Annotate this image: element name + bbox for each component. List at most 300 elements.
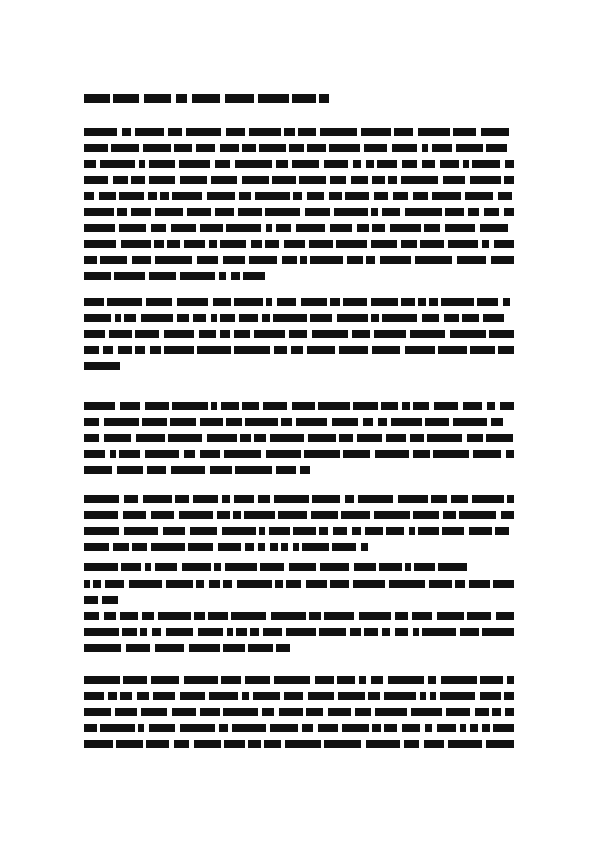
text-word	[469, 580, 490, 588]
text-word	[505, 160, 514, 168]
text-line	[84, 466, 514, 474]
text-word	[138, 724, 144, 732]
text-word	[456, 144, 483, 152]
text-word	[330, 176, 346, 184]
text-word	[506, 450, 514, 458]
text-word	[507, 495, 514, 503]
text-word	[235, 466, 272, 474]
text-word	[223, 708, 258, 716]
text-word	[279, 708, 303, 716]
text-line	[84, 527, 514, 535]
text-word	[248, 644, 273, 652]
text-word	[462, 314, 479, 322]
text-word	[412, 612, 432, 620]
text-word	[293, 192, 302, 200]
text-word	[355, 708, 371, 716]
text-word	[292, 160, 319, 168]
text-word	[155, 208, 183, 216]
text-word	[371, 314, 379, 322]
text-word	[302, 724, 313, 732]
text-word	[249, 256, 277, 264]
text-word	[307, 144, 326, 152]
text-word	[146, 740, 169, 748]
text-line	[84, 580, 514, 588]
text-line	[84, 346, 514, 354]
text-word	[193, 314, 206, 322]
text-word	[129, 580, 162, 588]
text-word	[425, 724, 432, 732]
text-word	[119, 224, 146, 232]
text-word	[249, 128, 281, 136]
text-word	[453, 128, 476, 136]
text-word	[310, 256, 343, 264]
text-word	[180, 272, 215, 280]
text-line	[84, 330, 514, 338]
text-word	[84, 298, 104, 306]
text-word	[442, 527, 464, 535]
text-word	[184, 240, 205, 248]
text-word	[84, 450, 105, 458]
text-word	[248, 740, 261, 748]
text-word	[198, 628, 223, 636]
text-word	[84, 256, 97, 264]
text-word	[484, 208, 499, 216]
text-word	[199, 330, 216, 338]
text-word	[330, 298, 340, 306]
text-word	[289, 144, 304, 152]
paragraph-1	[84, 128, 514, 288]
text-word	[428, 676, 436, 684]
text-word	[180, 692, 205, 700]
text-word	[374, 330, 406, 338]
text-word	[131, 176, 145, 184]
text-word	[266, 224, 272, 232]
text-line	[84, 160, 514, 168]
text-word	[144, 94, 171, 103]
text-word	[188, 543, 213, 551]
text-word	[179, 160, 210, 168]
text-word	[441, 298, 474, 306]
text-word	[190, 527, 217, 535]
text-word	[429, 580, 452, 588]
text-word	[482, 240, 489, 248]
text-line	[84, 434, 514, 442]
text-word	[84, 94, 110, 103]
text-word	[234, 330, 250, 338]
text-word	[270, 434, 304, 442]
text-word	[239, 314, 258, 322]
text-word	[174, 740, 189, 748]
text-word	[319, 94, 329, 103]
text-word	[354, 563, 376, 571]
text-line	[84, 543, 514, 551]
text-word	[200, 450, 220, 458]
text-word	[455, 580, 465, 588]
text-word	[468, 208, 479, 216]
text-word	[492, 708, 501, 716]
text-word	[245, 543, 254, 551]
text-word	[250, 628, 259, 636]
text-line	[84, 511, 514, 519]
text-word	[166, 628, 193, 636]
text-word	[253, 692, 280, 700]
text-word	[384, 724, 397, 732]
text-word	[440, 160, 459, 168]
text-word	[167, 240, 180, 248]
text-word	[405, 346, 435, 354]
text-word	[343, 298, 367, 306]
text-word	[232, 724, 266, 732]
text-word	[463, 160, 469, 168]
text-word	[404, 740, 419, 748]
text-word	[296, 224, 325, 232]
text-word	[270, 724, 298, 732]
text-line	[84, 495, 514, 503]
text-word	[117, 208, 127, 216]
text-word	[196, 580, 204, 588]
text-word	[155, 644, 184, 652]
text-word	[119, 450, 140, 458]
text-word	[332, 543, 356, 551]
text-word	[217, 511, 230, 519]
text-word	[336, 240, 367, 248]
text-word	[437, 724, 456, 732]
text-word	[93, 580, 101, 588]
text-word	[299, 176, 326, 184]
text-word	[306, 580, 327, 588]
text-word	[263, 628, 282, 636]
text-word	[425, 418, 449, 426]
text-word	[113, 543, 129, 551]
text-word	[174, 144, 192, 152]
text-word	[220, 240, 246, 248]
text-word	[402, 160, 417, 168]
text-word	[226, 224, 261, 232]
text-word	[211, 314, 217, 322]
text-word	[272, 176, 296, 184]
text-word	[219, 272, 226, 280]
text-word	[233, 511, 241, 519]
text-word	[274, 676, 310, 684]
text-word	[324, 160, 348, 168]
text-word	[84, 402, 115, 410]
text-word	[84, 740, 113, 748]
text-word	[465, 192, 493, 200]
text-line	[84, 362, 514, 370]
text-word	[118, 346, 132, 354]
text-word	[274, 346, 287, 354]
text-word	[444, 314, 459, 322]
text-word	[298, 128, 316, 136]
text-word	[382, 628, 390, 636]
text-word	[155, 563, 177, 571]
text-word	[238, 208, 262, 216]
text-word	[309, 240, 333, 248]
text-word	[242, 176, 269, 184]
text-word	[306, 708, 323, 716]
text-word	[197, 346, 231, 354]
text-line	[84, 176, 514, 184]
text-word	[149, 160, 175, 168]
text-word	[432, 144, 452, 152]
text-word	[384, 692, 416, 700]
text-word	[142, 612, 154, 620]
text-word	[84, 495, 119, 503]
text-word	[364, 628, 378, 636]
text-word	[363, 418, 373, 426]
text-word	[320, 563, 349, 571]
paragraph-6	[84, 580, 514, 612]
document-heading	[84, 94, 329, 104]
text-word	[470, 724, 478, 732]
text-word	[109, 330, 132, 338]
text-word	[171, 224, 196, 232]
text-word	[122, 628, 137, 636]
text-word	[278, 511, 307, 519]
text-word	[84, 176, 108, 184]
text-word	[84, 692, 104, 700]
text-line	[84, 708, 514, 716]
text-word	[422, 144, 428, 152]
text-word	[445, 208, 464, 216]
text-word	[301, 298, 327, 306]
text-word	[117, 466, 143, 474]
text-word	[330, 224, 352, 232]
text-word	[307, 346, 335, 354]
text-word	[215, 160, 230, 168]
text-word	[394, 128, 413, 136]
text-word	[137, 692, 149, 700]
text-word	[296, 418, 327, 426]
text-word	[413, 511, 439, 519]
text-word	[312, 330, 348, 338]
text-word	[262, 314, 270, 322]
text-word	[448, 740, 482, 748]
text-word	[501, 511, 514, 519]
text-word	[221, 676, 241, 684]
text-word	[329, 192, 342, 200]
text-word	[208, 612, 228, 620]
text-word	[473, 450, 501, 458]
paragraph-8	[84, 676, 514, 756]
text-word	[231, 612, 266, 620]
text-word	[113, 176, 128, 184]
text-word	[108, 692, 117, 700]
text-word	[480, 676, 503, 684]
text-word	[304, 450, 340, 458]
text-word	[482, 724, 490, 732]
text-word	[194, 612, 205, 620]
text-word	[443, 511, 456, 519]
text-word	[200, 224, 223, 232]
text-word	[153, 692, 175, 700]
text-word	[242, 402, 259, 410]
text-word	[293, 527, 316, 535]
text-word	[292, 94, 316, 103]
text-line	[84, 402, 514, 410]
text-word	[84, 362, 120, 370]
text-line	[84, 298, 514, 306]
text-word	[457, 256, 486, 264]
text-word	[381, 402, 398, 410]
text-word	[242, 144, 256, 152]
text-word	[207, 192, 235, 200]
text-word	[151, 511, 174, 519]
text-word	[332, 418, 358, 426]
text-word	[126, 644, 150, 652]
text-word	[319, 527, 328, 535]
text-line	[84, 224, 514, 232]
text-word	[328, 708, 351, 716]
text-word	[225, 563, 257, 571]
text-word	[357, 434, 382, 442]
text-word	[438, 346, 467, 354]
paragraph-3	[84, 402, 514, 482]
text-word	[305, 208, 330, 216]
text-word	[184, 676, 218, 684]
text-word	[234, 298, 263, 306]
text-word	[84, 418, 99, 426]
text-word	[361, 128, 391, 136]
text-word	[495, 527, 509, 535]
text-word	[424, 224, 440, 232]
text-word	[324, 612, 354, 620]
text-word	[105, 580, 124, 588]
text-word	[121, 563, 141, 571]
text-word	[254, 434, 266, 442]
text-word	[320, 128, 357, 136]
text-word	[139, 160, 145, 168]
text-word	[103, 346, 113, 354]
text-word	[405, 208, 442, 216]
text-word	[84, 240, 116, 248]
text-word	[168, 434, 202, 442]
text-word	[347, 256, 363, 264]
text-word	[244, 511, 275, 519]
text-word	[84, 724, 97, 732]
text-word	[441, 676, 477, 684]
text-word	[351, 176, 368, 184]
text-word	[486, 144, 507, 152]
text-word	[237, 580, 272, 588]
text-word	[276, 160, 288, 168]
text-word	[84, 527, 119, 535]
text-word	[329, 144, 360, 152]
text-line	[84, 208, 514, 216]
text-word	[163, 527, 185, 535]
text-word	[210, 466, 232, 474]
text-word	[493, 580, 514, 588]
text-word	[220, 330, 230, 338]
text-word	[445, 224, 475, 232]
text-word	[371, 240, 397, 248]
text-word	[308, 692, 334, 700]
text-word	[286, 628, 316, 636]
text-word	[175, 495, 189, 503]
text-word	[319, 628, 346, 636]
text-word	[275, 580, 283, 588]
text-word	[486, 740, 514, 748]
text-word	[84, 434, 99, 442]
text-line	[84, 596, 514, 604]
text-word	[341, 511, 370, 519]
text-word	[418, 128, 450, 136]
text-word	[424, 740, 444, 748]
text-word	[430, 692, 436, 700]
text-word	[395, 612, 408, 620]
text-word	[276, 224, 291, 232]
text-word	[503, 298, 510, 306]
text-word	[372, 724, 381, 732]
text-word	[486, 434, 513, 442]
text-word	[224, 450, 261, 458]
text-word	[194, 740, 221, 748]
text-word	[145, 450, 179, 458]
text-word	[285, 740, 321, 748]
text-word	[262, 708, 274, 716]
text-word	[269, 527, 290, 535]
text-word	[136, 434, 165, 442]
text-word	[84, 644, 121, 652]
text-word	[481, 128, 509, 136]
text-word	[141, 708, 167, 716]
text-word	[409, 527, 415, 535]
text-word	[149, 176, 175, 184]
text-word	[234, 346, 270, 354]
text-line	[84, 628, 514, 636]
text-word	[366, 740, 400, 748]
text-word	[254, 330, 285, 338]
text-word	[84, 543, 109, 551]
text-word	[292, 402, 315, 410]
paragraph-5	[84, 563, 514, 579]
text-word	[388, 676, 424, 684]
text-word	[266, 298, 272, 306]
text-word	[493, 724, 514, 732]
text-word	[271, 612, 306, 620]
text-word	[186, 128, 221, 136]
text-word	[149, 724, 175, 732]
text-word	[498, 346, 514, 354]
text-word	[140, 628, 147, 636]
text-word	[110, 450, 116, 458]
text-word	[123, 511, 146, 519]
text-word	[226, 128, 245, 136]
text-word	[223, 580, 232, 588]
text-word	[260, 563, 284, 571]
text-word	[427, 434, 462, 442]
text-word	[377, 160, 397, 168]
text-word	[135, 330, 159, 338]
text-word	[333, 527, 347, 535]
text-word	[150, 346, 161, 354]
text-word	[422, 314, 439, 322]
text-word	[84, 580, 90, 588]
text-word	[239, 192, 251, 200]
text-word	[84, 346, 99, 354]
text-word	[258, 495, 270, 503]
text-word	[309, 612, 321, 620]
text-line	[84, 272, 514, 280]
text-word	[372, 224, 385, 232]
text-word	[168, 128, 182, 136]
text-word	[235, 160, 272, 168]
text-word	[132, 543, 147, 551]
text-word	[448, 240, 478, 248]
text-word	[115, 314, 121, 322]
text-word	[392, 144, 417, 152]
text-word	[300, 256, 307, 264]
